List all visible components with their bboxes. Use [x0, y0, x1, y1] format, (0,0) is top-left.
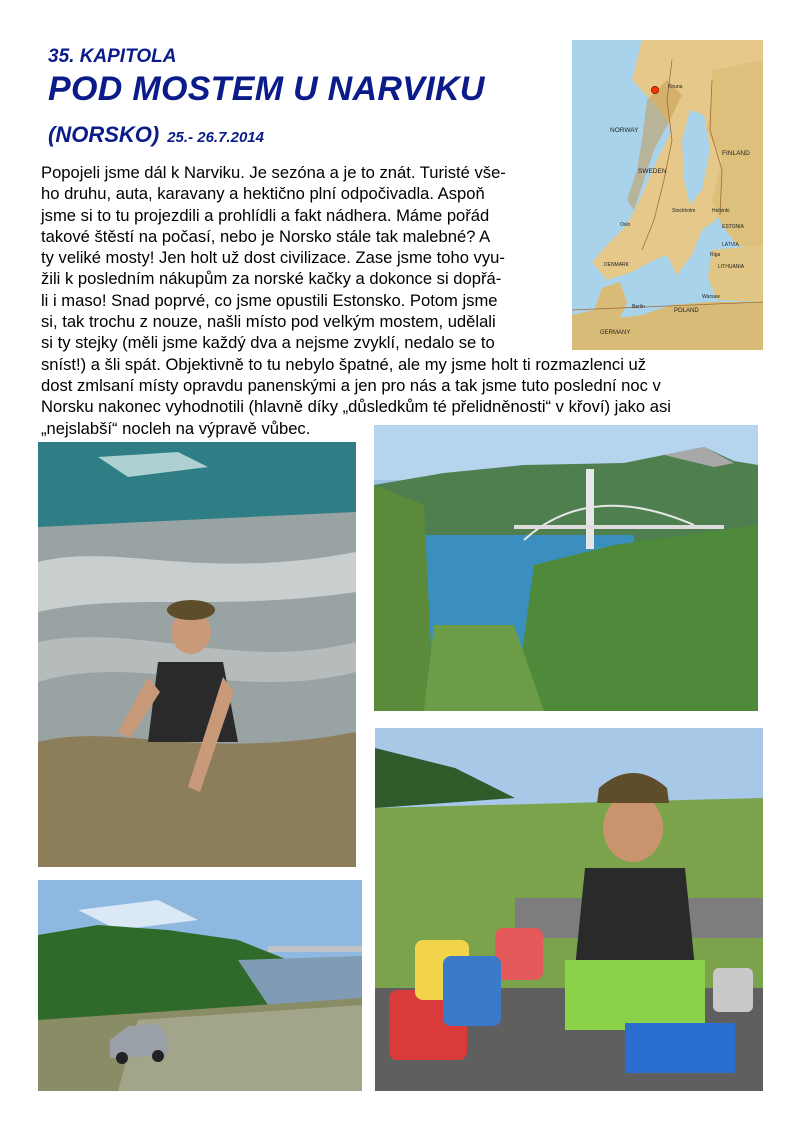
map-label-poland: POLAND — [674, 308, 699, 314]
map-label-kiruna: Kiruna — [668, 84, 683, 90]
story-line: takové štěstí na počasí, nebo je Norsko stále tak malebné? A — [41, 226, 491, 246]
story-line: si ty stejky (měli jsme každý dva a nejsme zvyklí, nedalo se to — [41, 333, 495, 353]
photo-suspension-bridge — [374, 425, 758, 711]
story-line: ho druhu, auta, karavany a hektično plní odpočivadla. Aspoň — [41, 184, 485, 204]
story-line: ty veliké mosty! Jen holt už dost civilizace. Zase jsme toho vyu- — [41, 248, 505, 268]
page-title: POD MOSTEM U NARVIKU — [48, 70, 485, 108]
story-line: jsme si to tu projezdili a prohlídli a fakt nádhera. Máme pořád — [41, 205, 490, 225]
story-line: dost zmlsaní místy opravdu panenskými a jen pro nás a tak jsme tuto poslední noc v — [41, 375, 661, 395]
story-line: Popojeli jsme dál k Narviku. Je sezóna a je to znát. Turisté vše- — [41, 163, 506, 182]
map-label-helsinki: Helsinki — [712, 208, 730, 214]
chapter-number: 35. KAPITOLA — [48, 46, 177, 67]
story-line: sníst!) a šli spát. Objektivně to tu nebylo špatné, ale my jsme holt ti rozmazlenci už — [41, 354, 647, 374]
story-line: Norsku nakonec vyhodnotili (hlavně díky „důsledkům té přelidněnosti“ v křoví) jako asi — [41, 397, 671, 417]
map-label-oslo: Oslo — [620, 222, 631, 228]
story-line: si, tak trochu z nouze, našli místo pod velkým mostem, udělali — [41, 312, 496, 332]
photo-car-under-bridge — [38, 880, 362, 1091]
map-label-germany: GERMANY — [600, 330, 631, 336]
map-label-sweden: SWEDEN — [638, 168, 667, 175]
photo-woman-on-rocks — [38, 442, 356, 867]
map-label-riga: Riga — [710, 252, 721, 258]
subtitle-country: (NORSKO) — [48, 122, 160, 147]
map-label-stockholm: Stockholm — [672, 208, 696, 214]
scandinavia-map — [572, 40, 763, 350]
map-label-denmark: DENMARK — [604, 262, 630, 268]
map-label-estonia: ESTONIA — [722, 224, 744, 230]
map-label-norway: NORWAY — [610, 127, 639, 134]
story-line: li i maso! Snad poprvé, co jsme opustili Estonsko. Potom jsme — [41, 290, 498, 310]
map-label-latvia: LATVIA — [722, 242, 739, 248]
subtitle — [48, 122, 264, 148]
subtitle-dates: 25.- 26.7.2014 — [167, 129, 264, 146]
story-line: „nejslabší“ nocleh na výpravě vůbec. — [41, 418, 311, 438]
map-label-lithuania: LITHUANIA — [718, 264, 745, 270]
photo-picnic-meal — [375, 728, 763, 1091]
map-label-berlin: Berlin — [632, 304, 645, 310]
map-label-warsaw: Warsaw — [702, 294, 720, 300]
story-line: žili k posledním nákupům za norské kačky a dokonce si dopřá- — [41, 269, 502, 289]
map-label-finland: FINLAND — [722, 150, 750, 157]
